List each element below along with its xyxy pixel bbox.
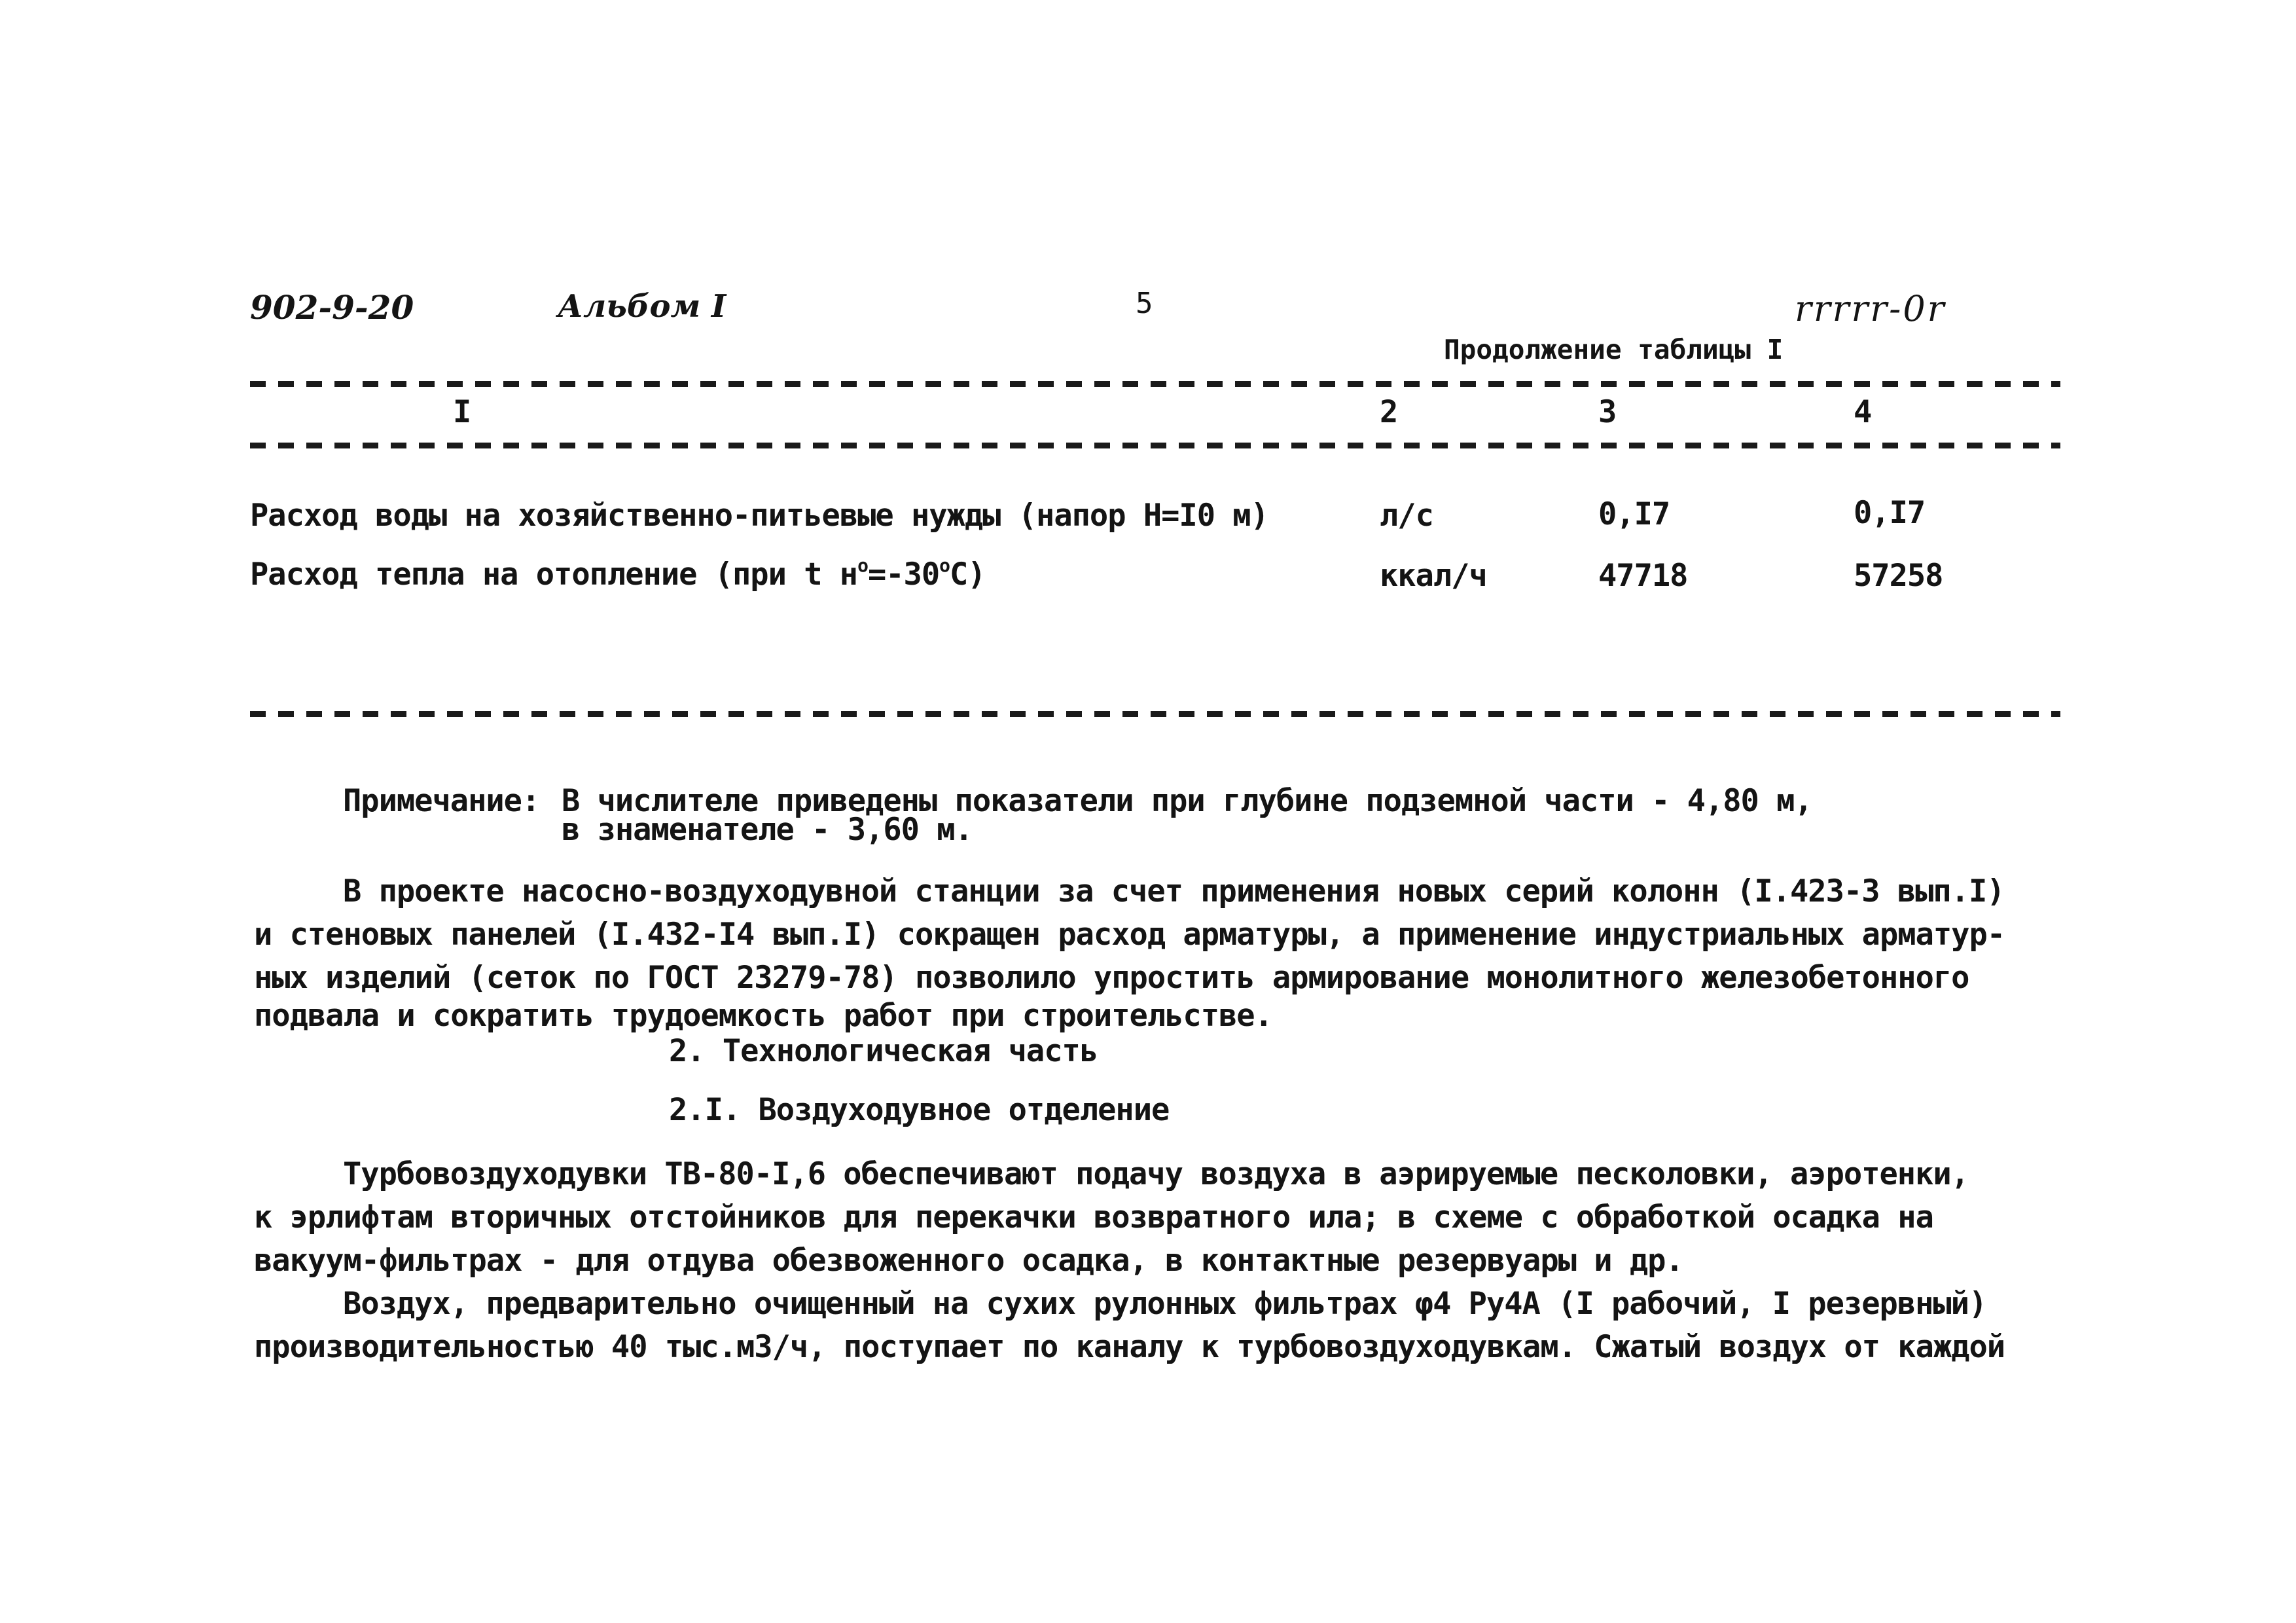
page-number: 5: [1136, 287, 1153, 320]
column-header-4: 4: [1854, 394, 1872, 430]
section-title: 2. Технологическая часть: [669, 1033, 1098, 1069]
row-heat-unit: ккал/ч: [1380, 558, 1487, 594]
row-water-unit: л/с: [1380, 498, 1433, 534]
series-code: 902-9-20: [250, 288, 414, 327]
paragraph-2-line: к эрлифтам вторичных отстойников для перекачки возвратного ила; в схеме с обработкой осадка на: [254, 1199, 1933, 1235]
table-top-rule: [250, 381, 2060, 387]
row-water-col4: 0,I7: [1854, 495, 1926, 531]
archive-code: rrrrr-0r: [1795, 288, 1946, 329]
table-continuation-label: Продолжение таблицы I: [1444, 334, 1784, 365]
column-header-3: 3: [1598, 394, 1617, 430]
paragraph-3-line: Воздух, предварительно очищенный на сухих рулонных фильтрах φ4 Ру4А (I рабочий, I резервный): [343, 1286, 1987, 1322]
paragraph-1-line: и стеновых панелей (I.432-I4 вып.I) сокращен расход арматуры, а применение индустриальных арматур-: [254, 917, 2005, 953]
note-label: Примечание:: [343, 783, 540, 819]
paragraph-1-line: В проекте насосно-воздуходувной станции за счет применения новых серий колонн (I.423-3 вып.I): [343, 873, 2005, 909]
row-heat-name: Расход тепла на отопление (при t $н^o=-30^oC$): [250, 555, 986, 593]
paragraph-1-line: ных изделий (сеток по ГОСТ 23279-78) позволило упростить армирование монолитного железобетонного: [254, 960, 1969, 996]
column-header-2: 2: [1380, 394, 1398, 430]
paragraph-2-line: вакуум-фильтрах - для отдува обезвоженного осадка, в контактные резервуары и др.: [254, 1243, 1683, 1279]
note-line-1: В числителе приведены показатели при глубине подземной части - 4,80 м,: [562, 783, 1812, 819]
album-label: Альбом I: [558, 288, 726, 325]
row-water-name: Расход воды на хозяйственно-питьевые нужды (напор H=I0 м): [250, 498, 1268, 534]
column-header-1: I: [453, 394, 471, 430]
note-line-2: в знаменателе - 3,60 м.: [562, 812, 973, 848]
paragraph-2-line: Турбовоздуходувки ТВ-80-I,6 обеспечивают подачу воздуха в аэрируемые песколовки, аэротенки,: [343, 1156, 1969, 1192]
table-bottom-rule: [250, 711, 2060, 717]
paragraph-3-line: производительностью 40 тыс.м3/ч, поступает по каналу к турбовоздуходувкам. Сжатый воздух от каждой: [254, 1329, 2005, 1365]
paragraph-1-line: подвала и сократить трудоемкость работ при строительстве.: [254, 998, 1272, 1034]
subsection-title: 2.I. Воздуходувное отделение: [669, 1092, 1170, 1128]
row-heat-col3: 47718: [1598, 558, 1688, 594]
table-header-rule: [250, 443, 2060, 448]
row-water-col3: 0,I7: [1598, 496, 1670, 532]
row-heat-col4: 57258: [1854, 558, 1943, 594]
